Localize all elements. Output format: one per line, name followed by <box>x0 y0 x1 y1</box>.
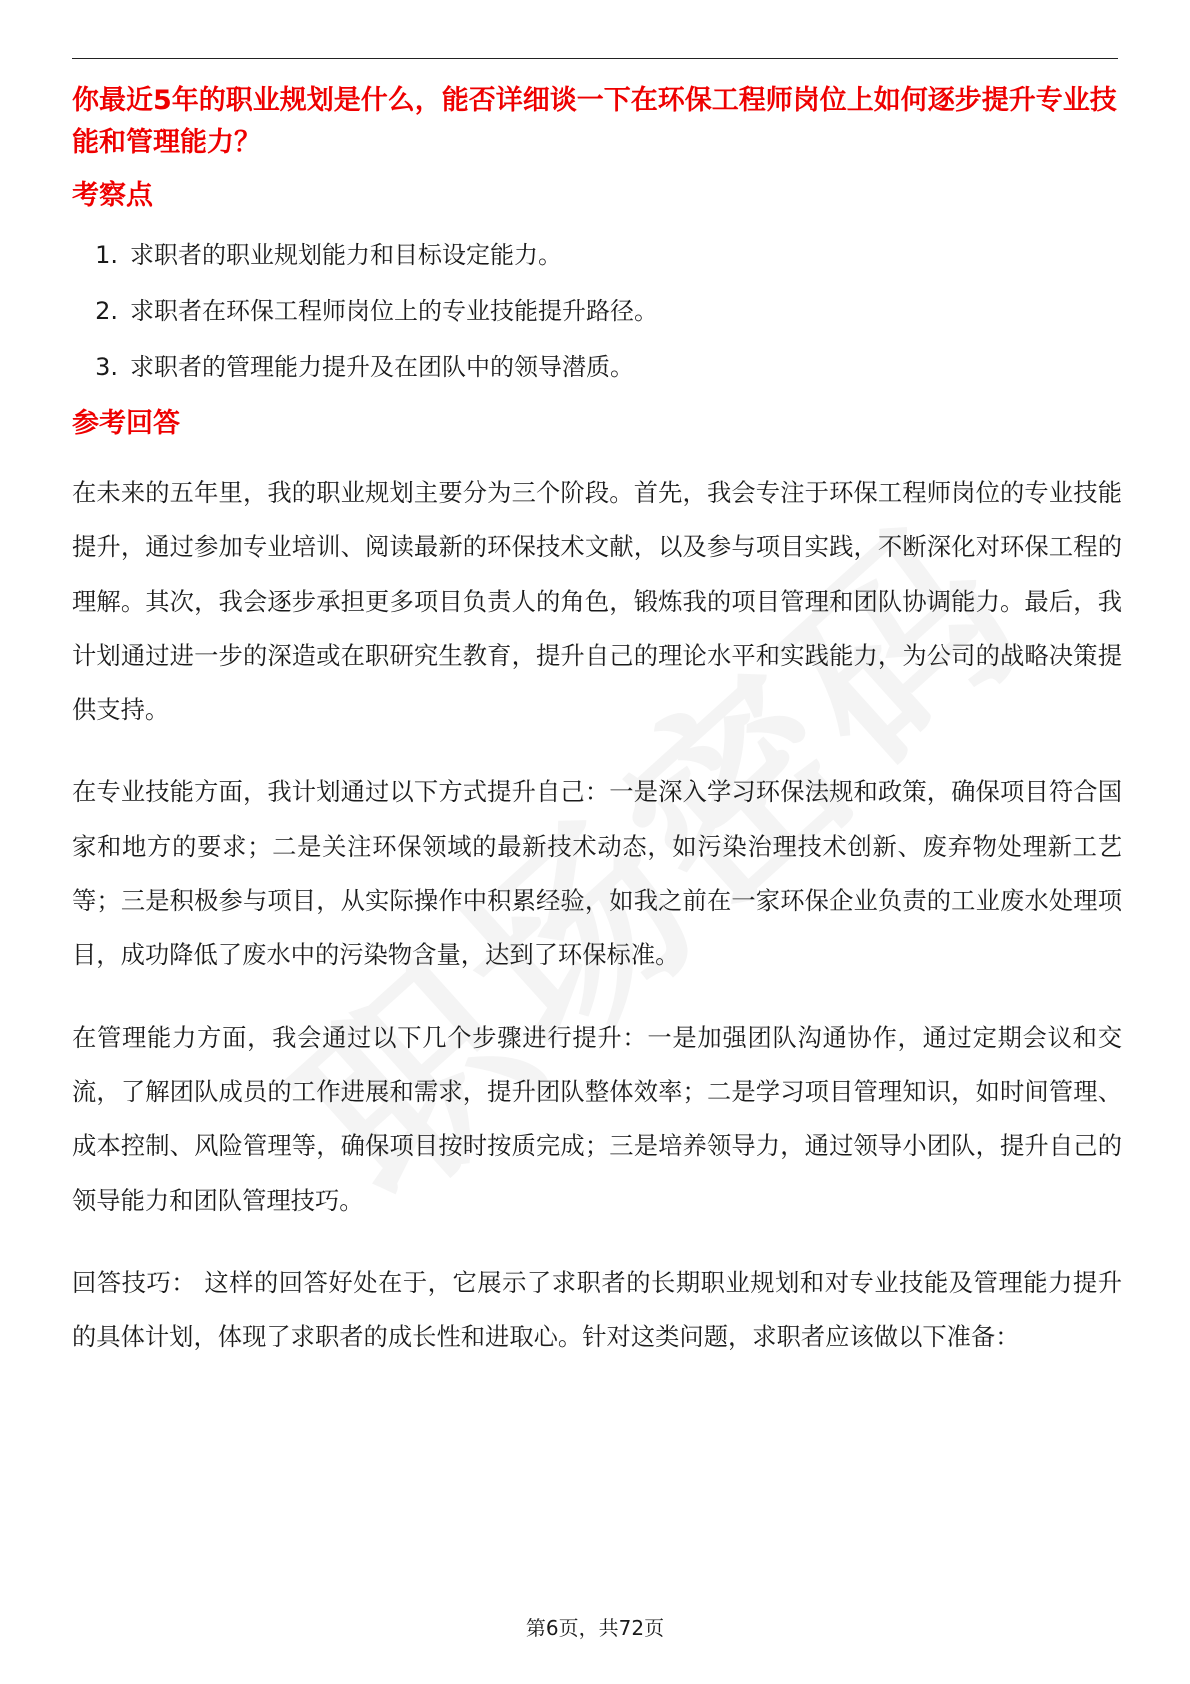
answer-paragraph: 在管理能力方面，我会通过以下几个步骤进行提升：一是加强团队沟通协作，通过定期会议和交流，了解团队成员的工作进展和需求，提升团队整体效率；二是学习项目管理知识，如时间管理、成本控制、风险管理等，确保项目按时按质完成；三是培养领导力，通过领导小团队，提升自己的领导能力和团队管理技巧。 <box>72 1022 1122 1215</box>
list-number: 3. <box>95 353 118 381</box>
question-heading: 你最近5年的职业规划是什么，能否详细谈一下在环保工程师岗位上如何逐步提升专业技能和管理能力？ <box>72 85 1117 158</box>
list-item <box>72 348 1122 386</box>
list-number: 2. <box>95 297 118 325</box>
list-item <box>72 292 1122 330</box>
answer-tips-paragraph: 回答技巧： 这样的回答好处在于，它展示了求职者的长期职业规划和对专业技能及管理能力提升的具体计划，体现了求职者的成长性和进取心。针对这类问题，求职者应该做以下准备： <box>72 1267 1122 1352</box>
answer-paragraph: 在未来的五年里，我的职业规划主要分为三个阶段。首先，我会专注于环保工程师岗位的专业技能提升，通过参加专业培训、阅读最新的环保技术文献，以及参与项目实践，不断深化对环保工程的理解。其次，我会逐步承担更多项目负责人的角色，锻炼我的项目管理和团队协调能力。最后，我计划通过进一步的深造或在职研究生教育，提升自己的理论水平和实践能力，为公司的战略决策提供支持。 <box>72 478 1122 725</box>
list-number: 1. <box>95 241 118 269</box>
list-item-text: 求职者的管理能力提升及在团队中的领导潜质。 <box>130 353 634 381</box>
examination-points-title: 考察点 <box>72 180 153 211</box>
list-item-text: 求职者在环保工程师岗位上的专业技能提升路径。 <box>130 297 658 325</box>
reference-answer-title: 参考回答 <box>72 408 180 439</box>
document-body <box>72 80 1122 1364</box>
page-number: 第6页，共72页 <box>525 1616 665 1640</box>
examination-points-list <box>72 236 1122 386</box>
answer-paragraph: 在专业技能方面，我计划通过以下方式提升自己：一是深入学习环保法规和政策，确保项目符合国家和地方的要求；二是关注环保领域的最新技术动态，如污染治理技术创新、废弃物处理新工艺等；三是积极参与项目，从实际操作中积累经验，如我之前在一家环保企业负责的工业废水处理项目，成功降低了废水中的污染物含量，达到了环保标准。 <box>72 777 1122 970</box>
list-item-text: 求职者的职业规划能力和目标设定能力。 <box>130 241 562 269</box>
top-rule <box>72 58 1118 59</box>
list-item <box>72 236 1122 274</box>
